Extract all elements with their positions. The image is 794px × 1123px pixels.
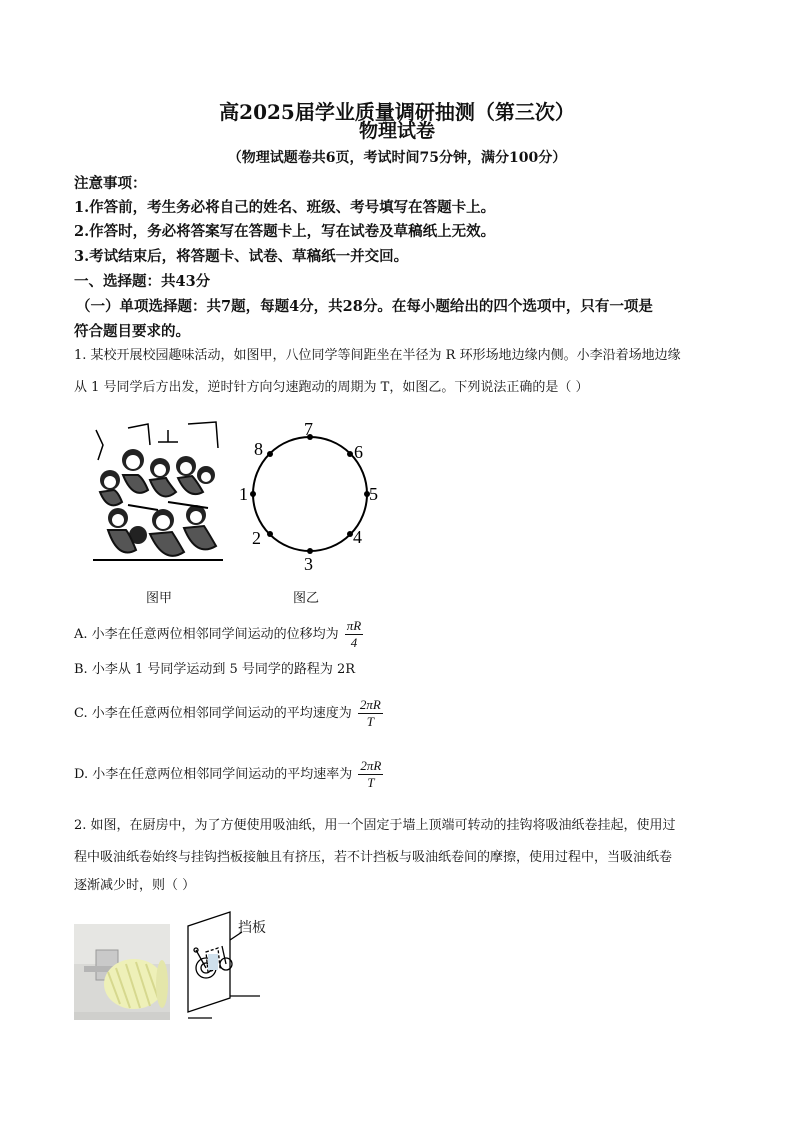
notes-heading: 注意事项： — [74, 175, 147, 192]
q1-option-d[interactable] — [74, 758, 383, 791]
note-item: 2.作答时，务必将答案写在答题卡上，写在试卷及草稿纸上无效。 — [74, 223, 496, 240]
position-label: 5 — [369, 484, 378, 504]
position-label: 7 — [304, 419, 313, 439]
note-item: 3.考试结束后，将答题卡、试卷、草稿纸一并交回。 — [74, 248, 409, 265]
option-c-fraction: $\frac{2\pi R}{T}$ — [359, 697, 381, 729]
exam-info: （物理试题卷共6页，考试时间75分钟，满分100分） — [227, 150, 567, 166]
position-label: 8 — [254, 439, 263, 459]
figure-a-caption: 图甲 — [146, 591, 173, 606]
position-label: 6 — [354, 442, 363, 462]
q2-stem-line1: 2. 如图，在厨房中，为了方便使用吸油纸，用一个固定于墙上顶端可转动的挂钩将吸油纸卷挂起，使用过 — [74, 818, 676, 833]
circle-track-diagram — [236, 418, 386, 574]
option-d-text: D. 小李在任意两位相邻同学间运动的平均速率为 — [74, 767, 353, 782]
section-title: 一、选择题：共43分 — [74, 273, 211, 290]
position-label: 4 — [353, 527, 362, 547]
figure-b-caption: 图乙 — [293, 591, 320, 606]
position-label: 3 — [304, 554, 313, 574]
option-a-text: A. 小李在任意两位相邻同学间运动的位移均为 — [74, 627, 339, 642]
q1-option-b[interactable]: B. 小李从 1 号同学运动到 5 号同学的路程为 2R — [74, 662, 356, 677]
children-illustration — [88, 420, 228, 568]
subject-title: 物理试卷 — [358, 120, 435, 142]
section-instruction-line2: 符合题目要求的。 — [74, 323, 190, 340]
option-c-text: C. 小李在任意两位相邻同学间运动的平均速度为 — [74, 706, 352, 721]
q2-stem-line2: 程中吸油纸卷始终与挂钩挡板接触且有挤压，若不计挡板与吸油纸卷间的摩擦，使用过程中，当吸油纸卷 — [74, 850, 673, 865]
position-label: 2 — [252, 528, 261, 548]
q1-stem-line1: 1. 某校开展校园趣味活动，如图甲，八位同学等间距坐在半径为 R 环形场地边缘内侧。小李沿着场地边缘 — [74, 348, 681, 363]
q1-option-c[interactable] — [74, 697, 383, 730]
q1-stem-line2: 从 1 号同学后方出发，逆时针方向匀速跑动的周期为 T，如图乙。下列说法正确的是（ ） — [74, 380, 589, 395]
section-instruction-line1: （一）单项选择题：共7题，每题4分，共28分。在每小题给出的四个选项中，只有一项是 — [76, 298, 653, 315]
exam-title: 高2025届学业质量调研抽测（第三次） — [219, 100, 575, 124]
option-a-fraction: $\frac{\pi R}{4}$ — [346, 618, 362, 650]
note-item: 1.作答前，考生务必将自己的姓名、班级、考号填写在答题卡上。 — [74, 199, 496, 216]
option-d-fraction: $\frac{2\pi R}{T}$ — [360, 758, 382, 790]
q2-stem-line3: 逐渐减少时，则（ ） — [74, 878, 196, 893]
paper-roll-photo — [74, 924, 170, 1020]
hook-diagram — [182, 910, 282, 1025]
q1-option-a[interactable] — [74, 618, 363, 651]
baffle-label: 挡板 — [238, 920, 266, 936]
position-label: 1 — [239, 484, 248, 504]
